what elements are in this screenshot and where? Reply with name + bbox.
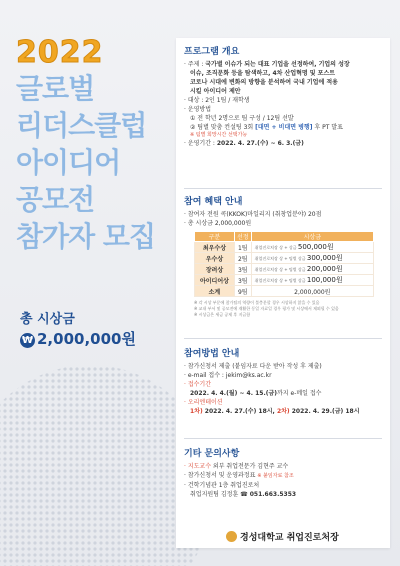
method-label: · 운영방법 (184, 106, 211, 113)
table-row: 우수상 2팀 취업진로처장 상 + 팀별 상금 300,000원 (195, 253, 374, 264)
headline-line-3: 아이디어 (16, 146, 121, 179)
headline-line-2: 리더스클럽 (16, 109, 147, 142)
university-seal-icon (226, 531, 237, 542)
program-overview-section (184, 44, 384, 148)
period-line: · 운영기간 : 2022. 4. 27.(수) ~ 6. 3.(금) (184, 140, 304, 147)
theme-line-4: 시킬 아이디어 제안 (190, 88, 241, 95)
benefits-section (184, 194, 384, 318)
header-category: 구분 (195, 232, 235, 242)
headline-line-1: 글로벌 (16, 72, 95, 105)
attachment-line: · 참가신청서 및 운영과정표 ※ 붙임자료 참조 (184, 472, 294, 479)
table-row: 장려상 3팀 취업진로처장 상 + 팀별 상금 200,000원 (195, 264, 374, 275)
prize-notes (194, 300, 384, 318)
prize-note-2: ※ 교내 부서 및 공모전에 재활한 동일 자료일 경우 평가 및 시상에서 제외될 수 있음 (194, 306, 339, 311)
footer-org (226, 530, 339, 543)
prize-note-3: ※ 시상금은 세금 공제 후 지급함 (194, 312, 251, 317)
office-line: · 건학기념관 1층 취업진로처 (184, 482, 260, 489)
table-total-row: 소계 9팀 2,000,000원 (195, 286, 374, 297)
section-divider (184, 188, 382, 189)
reception-label: · 접수기간 (184, 381, 211, 388)
total-prize-amount (20, 328, 136, 349)
benefits-line-2: · 총 시상금 2,000,000원 (184, 220, 252, 227)
table-row: 최우수상 1팀 취업진로처장 상 + 상금 500,000원 (195, 242, 374, 253)
prize-table-header (195, 232, 374, 242)
prize-note-1: ※ 각 시상 부문에 참가팀의 역량이 불충분할 경우 시상하지 않을 수 있음 (194, 300, 320, 305)
benefits-title: 참여 혜택 안내 (184, 197, 243, 207)
benefits-line-1: · 참여자 전원 콕(KKOK)마일리지 (취창업분야) 20점 (184, 211, 322, 218)
theme-line: · 주제 : 국가별 이슈가 되는 대표 기업을 선정하여, 기업의 성장 (184, 61, 350, 68)
footer-org-text: 경성대학교 취업진로처장 (240, 533, 339, 543)
header-selection: 선정 (234, 232, 251, 242)
apply-line-1: · 참가신청서 제출 (붙임자료 다운 받아 작성 후 제출) (184, 363, 322, 370)
headline-line-4: 공모전 (16, 183, 95, 216)
inquiry-title: 기타 문의사항 (184, 449, 240, 459)
prize-amount-text: 2,000,000원 (37, 330, 136, 348)
method-step-2: ② 팀별 맞춤 컨설팅 3회 [대면 + 비대면 병행] 후 PT 발표 (190, 124, 343, 131)
target-line: · 대상 : 2인 1팀 / 재학생 (184, 97, 250, 104)
program-overview-title: 프로그램 개요 (184, 47, 240, 57)
year-heading: 2022 (16, 35, 104, 70)
orientation-dates: 1차) 2022. 4. 27.(수) 18시, 2차) 2022. 4. 29.(금) 18시 (190, 408, 360, 415)
reception-period: 2022. 4. 4.(월) ~ 4. 15.(금)까지 e-메일 접수 (190, 390, 322, 397)
table-row: 아이디어상 3팀 취업진로처장 상 + 팀별 상금 100,000원 (195, 275, 374, 286)
theme-line-2: 이슈, 조직문화 등을 탐색하고, 4차 산업혁명 및 포스트 (190, 70, 336, 77)
section-divider (184, 338, 382, 339)
headline-line-5: 참가자 모집 (16, 220, 155, 253)
contact-line: 취업지원팀 김정훈 ☎ 051.663.5353 (190, 491, 297, 498)
apply-email-line: · e-mail 접수 : jekim@ks.ac.kr (184, 372, 272, 379)
total-prize-label: 총 시상금 (20, 312, 75, 327)
prize-table (194, 231, 374, 297)
section-divider (184, 438, 382, 439)
advisor-line: · 지도교수 외부 취업전문가 김현주 교수 (184, 463, 289, 470)
poster-headline (16, 36, 166, 255)
theme-line-3: 코로나 시대에 변화의 방향을 분석하여 국내 기업에 적용 (190, 79, 338, 86)
header-prize: 시상금 (251, 232, 373, 242)
won-icon: ₩ (21, 335, 34, 346)
inquiry-section (184, 446, 384, 499)
info-panel (176, 38, 390, 548)
apply-title: 참여방법 안내 (184, 349, 240, 359)
method-note: ※ 팀별 희망시간 선택가능 (190, 132, 248, 138)
orientation-label: · 오리엔테이션 (184, 399, 223, 406)
method-step-1: ① 전 학년 2명으로 팀 구성 / 12팀 선발 (190, 115, 294, 122)
apply-section (184, 346, 384, 416)
